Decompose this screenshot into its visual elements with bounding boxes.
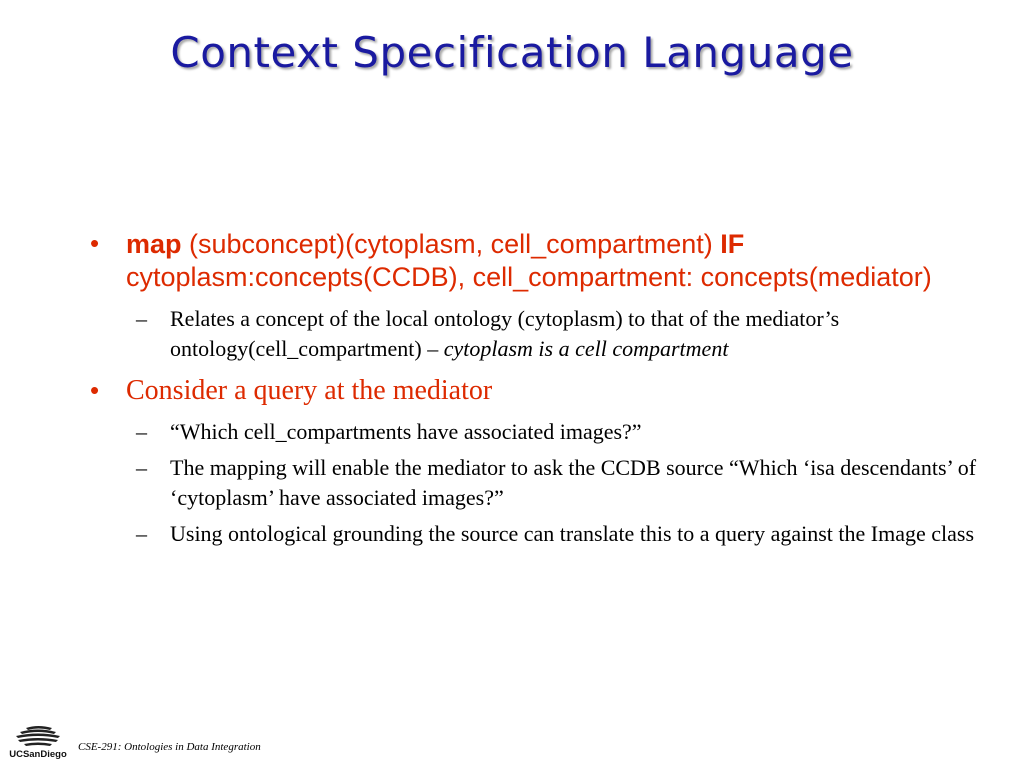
svg-text:UCSanDiego: UCSanDiego [9,749,67,760]
sub-item [136,453,990,513]
ucsd-logo [6,724,70,762]
bullet-marker: • [90,228,100,258]
sub-italic-text: cytoplasm is a cell compartment [443,336,729,361]
keyword-map: map [126,229,182,259]
sub-item [136,304,990,364]
keyword-if: IF [720,229,745,259]
bullet-consider-query [90,374,990,407]
sub-text: The mapping will enable the mediator to ask the CCDB source “Which ‘isa descendants’ of ‘cytoplasm’ have associated images?” [170,455,977,510]
sub-dash: – [136,455,147,480]
sub-list-1 [90,304,990,364]
sub-text: Using ontological grounding the source can translate this to a query against the Image class [170,521,974,546]
rule-body: cytoplasm:concepts(CCDB), cell_compartment: concepts(mediator) [126,262,932,292]
footer-course: CSE-291: Ontologies in Data Integration [78,741,261,753]
sub-list-2 [90,417,990,549]
sub-text: Relates a concept of the local ontology (cytoplasm) to that of the mediator’s ontology(cell_compartment) – [170,306,840,361]
sub-item [136,417,990,447]
sub-dash: – [136,521,147,546]
slide-title: Context Specification Language [170,28,854,77]
bullet-text: Consider a query at the mediator [126,375,493,406]
bullet-map-rule [90,228,990,294]
sub-dash: – [136,419,147,444]
sub-dash: – [136,306,147,331]
bullet-text [126,228,990,294]
slide-content [90,228,990,555]
sub-text: “Which cell_compartments have associated images?” [170,419,642,444]
sub-item [136,519,990,549]
rule-head: (subconcept)(cytoplasm, cell_compartment) [181,229,721,259]
bullet-marker: • [90,375,100,405]
